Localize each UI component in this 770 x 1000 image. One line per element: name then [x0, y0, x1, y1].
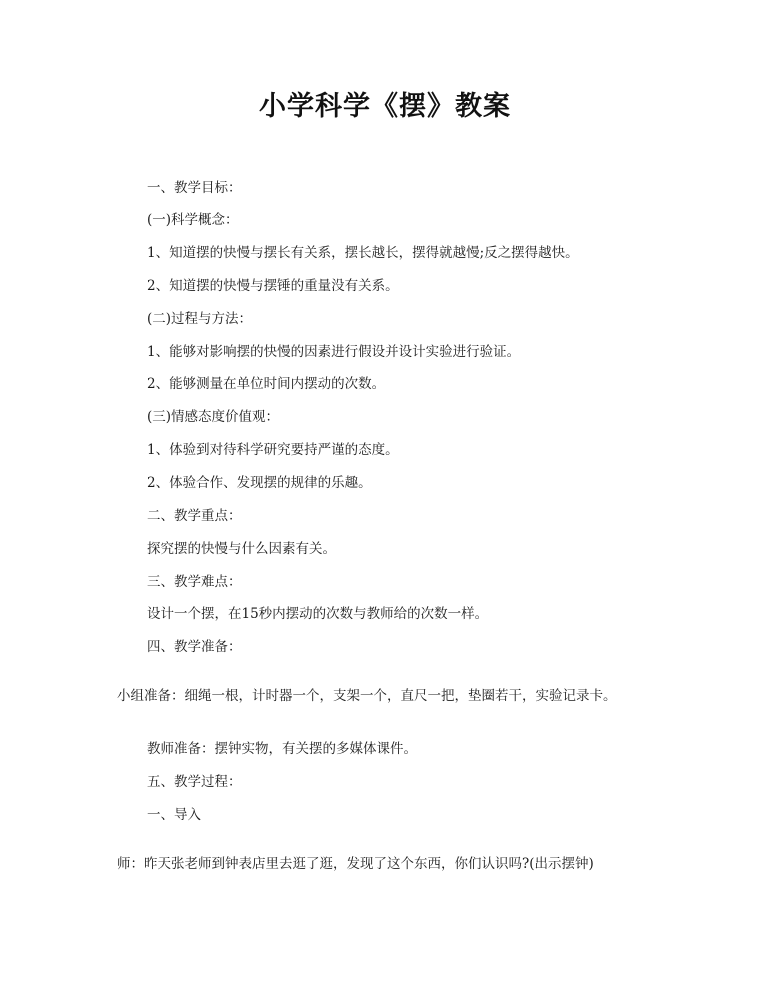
paragraph: 2、能够测量在单位时间内摆动的次数。	[147, 376, 386, 392]
document-title: 小学科学《摆》教案	[259, 91, 511, 122]
paragraph: 1、体验到对待科学研究要持严谨的态度。	[147, 442, 399, 458]
paragraph: 小组准备：细绳一根，计时器一个，支架一个，直尺一把，垫圈若干，实验记录卡。	[117, 688, 617, 704]
paragraph: (一)科学概念：	[147, 212, 239, 228]
paragraph: 2、体验合作、发现摆的规律的乐趣。	[147, 475, 372, 491]
paragraph: 三、教学难点：	[147, 574, 242, 590]
paragraph: (二)过程与方法：	[147, 311, 253, 327]
paragraph: 探究摆的快慢与什么因素有关。	[147, 541, 336, 557]
paragraph: (三)情感态度价值观：	[147, 409, 280, 425]
paragraph: 2、知道摆的快慢与摆锤的重量没有关系。	[147, 278, 399, 294]
paragraph: 五、教学过程：	[147, 774, 242, 790]
paragraph: 教师准备：摆钟实物，有关摆的多媒体课件。	[147, 741, 417, 757]
paragraph: 一、教学目标：	[147, 180, 242, 196]
paragraph: 四、教学准备：	[147, 639, 242, 655]
paragraph: 一、导入	[147, 807, 201, 823]
paragraph: 二、教学重点：	[147, 508, 242, 524]
paragraph: 设计一个摆，在15秒内摆动的次数与教师给的次数一样。	[147, 606, 489, 622]
paragraph: 1、能够对影响摆的快慢的因素进行假设并设计实验进行验证。	[147, 344, 521, 360]
paragraph: 师：昨天张老师到钟表店里去逛了逛，发现了这个东西，你们认识吗?(出示摆钟)	[117, 856, 594, 872]
paragraph: 1、知道摆的快慢与摆长有关系，摆长越长，摆得就越慢;反之摆得越快。	[147, 245, 579, 261]
